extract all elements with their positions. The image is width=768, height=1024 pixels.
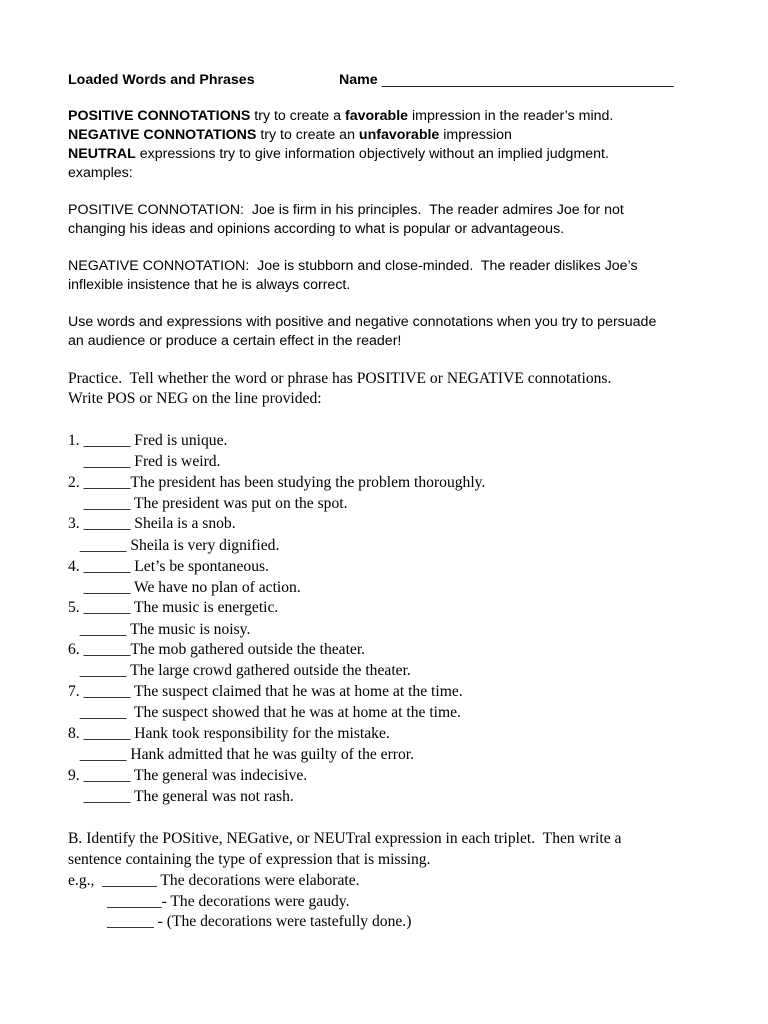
negative-example-line-1: NEGATIVE CONNOTATION: Joe is stubborn and close-minded. The reader dislikes Joe’s	[68, 258, 638, 274]
positive-definition: POSITIVE CONNOTATIONS try to create a favorable impression in the reader’s mind.	[68, 108, 614, 124]
practice-instructions-line-2: Write POS or NEG on the line provided:	[68, 390, 322, 407]
worksheet-title: Loaded Words and Phrases	[68, 72, 255, 88]
practice-item[interactable]: 1. ______ Fred is unique.	[68, 432, 228, 449]
practice-item[interactable]: ______ Fred is weird.	[68, 453, 221, 470]
part-b-example-item[interactable]: _______- The decorations were gaudy.	[68, 893, 350, 910]
practice-instructions-line-1: Practice. Tell whether the word or phrase has POSITIVE or NEGATIVE connotations.	[68, 370, 612, 387]
practice-item[interactable]: ______ The large crowd gathered outside the theater.	[68, 662, 411, 679]
practice-item[interactable]: ______ Sheila is very dignified.	[68, 537, 280, 554]
practice-item[interactable]: 5. ______ The music is energetic.	[68, 599, 279, 616]
part-b-instructions-line-1: B. Identify the POSitive, NEGative, or NEUTral expression in each triplet. Then write a	[68, 830, 622, 847]
usage-note-line-1: Use words and expressions with positive and negative connotations when you try to persuade	[68, 314, 657, 330]
negative-definition: NEGATIVE CONNOTATIONS try to create an unfavorable impression	[68, 127, 512, 143]
practice-item[interactable]: ______ The suspect showed that he was at home at the time.	[68, 704, 461, 721]
practice-item[interactable]: ______ The president was put on the spot.	[68, 495, 348, 512]
practice-item[interactable]: 7. ______ The suspect claimed that he was at home at the time.	[68, 683, 463, 700]
name-field[interactable]	[339, 73, 674, 87]
name-blank[interactable]: _____________________________________	[381, 72, 674, 88]
practice-item[interactable]: ______ We have no plan of action.	[68, 579, 301, 596]
practice-item[interactable]: 9. ______ The general was indecisive.	[68, 767, 308, 784]
usage-note-line-2: an audience or produce a certain effect in the reader!	[68, 333, 402, 349]
part-b-instructions-line-2: sentence containing the type of expression that is missing.	[68, 851, 431, 868]
part-b-example-item[interactable]: e.g., _______ The decorations were elaborate.	[68, 872, 360, 889]
practice-item[interactable]: ______ Hank admitted that he was guilty of the error.	[68, 746, 415, 763]
name-label: Name	[339, 72, 378, 88]
practice-item[interactable]: 3. ______ Sheila is a snob.	[68, 515, 236, 532]
examples-label: examples:	[68, 165, 133, 181]
positive-example-line-2: changing his ideas and opinions according to what is popular or advantageous.	[68, 221, 565, 237]
practice-item[interactable]: 4. ______ Let’s be spontaneous.	[68, 558, 269, 575]
practice-item[interactable]: 8. ______ Hank took responsibility for the mistake.	[68, 725, 390, 742]
practice-item[interactable]: 2. ______The president has been studying the problem thoroughly.	[68, 474, 486, 491]
practice-item[interactable]: 6. ______The mob gathered outside the theater.	[68, 641, 366, 658]
practice-item[interactable]: ______ The general was not rash.	[68, 788, 294, 805]
neutral-definition: NEUTRAL expressions try to give information objectively without an implied judgment.	[68, 146, 609, 162]
positive-example-line-1: POSITIVE CONNOTATION: Joe is firm in his principles. The reader admires Joe for not	[68, 202, 624, 218]
practice-item[interactable]: ______ The music is noisy.	[68, 621, 251, 638]
part-b-example-item[interactable]: ______ - (The decorations were tastefully done.)	[68, 913, 412, 930]
negative-example-line-2: inflexible insistence that he is always correct.	[68, 277, 351, 293]
